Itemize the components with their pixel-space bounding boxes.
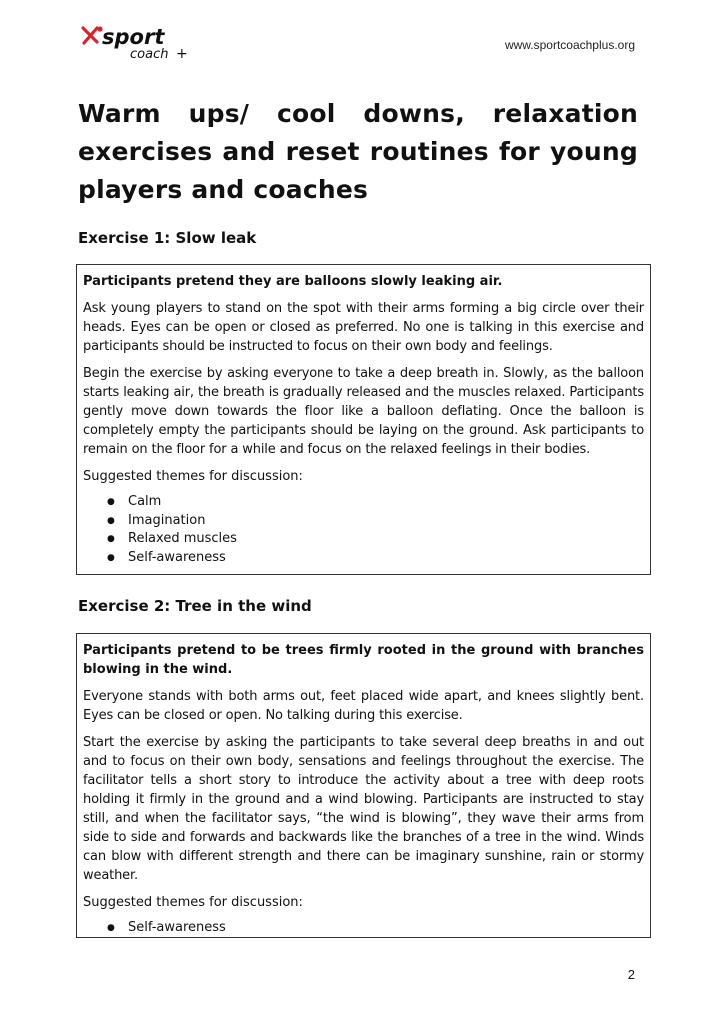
exercise-2-themes-label: Suggested themes for discussion: (83, 895, 303, 910)
list-item: ● Imagination (83, 512, 644, 531)
exercise-1-themes-label: Suggested themes for discussion: (83, 469, 303, 484)
logo-text-sub: coach (130, 47, 169, 62)
list-item: ● Self-awareness (83, 549, 644, 568)
exercise-2-themes-list (83, 919, 644, 938)
logo-plus: + (176, 46, 188, 62)
page-number: 2 (627, 967, 635, 982)
logo-text-main: sport (102, 25, 165, 49)
list-item: ● Relaxed muscles (83, 530, 644, 549)
exercise-1-themes-list (83, 493, 644, 567)
list-item: ● Calm (83, 493, 644, 512)
website-link[interactable]: www.sportcoachplus.org (504, 38, 635, 52)
exercise-1-paragraph-1: Ask young players to stand on the spot with their arms forming a big circle over their heads. Eyes can be open or closed as preferred. No one is talking in this exercise and participants should be instructed to focus on their own body and feelings. (83, 301, 644, 354)
exercise-2-paragraph-1: Everyone stands with both arms out, feet placed wide apart, and knees slightly bent. Eyes can be closed or open. No talking during this exercise. (83, 689, 644, 723)
exercise-2-box (76, 633, 651, 938)
exercise-2-lead: Participants pretend to be trees firmly rooted in the ground with branches blowing in the wind. (83, 643, 644, 677)
exercise-2-heading: Exercise 2: Tree in the wind (78, 597, 312, 615)
list-item: ● Self-awareness (83, 919, 644, 938)
exercise-1-lead: Participants pretend they are balloons slowly leaking air. (83, 274, 503, 289)
running-figure-icon (83, 26, 103, 43)
page-title: Warm ups/ cool downs, relaxation exercises and reset routines for young players and coaches (78, 99, 638, 204)
exercise-1-paragraph-2: Begin the exercise by asking everyone to take a deep breath in. Slowly, as the balloon starts leaking air, the breath is gradually released and the muscles relaxed. Participants gently move down towards the floor like a balloon deflating. Once the balloon is completely empty the participants should be laying on the ground. Ask participants to remain on the floor for a while and focus on the relaxed feelings in their bodies. (83, 366, 644, 457)
exercise-2-paragraph-2: Start the exercise by asking the participants to take several deep breaths in and out and to focus on their own body, sensations and feelings throughout the exercise. The facilitator tells a short story to introduce the activity about a tree with deep roots holding it firmly in the ground and a wind blowing. Participants are instructed to stay still, and when the facilitator says, “the wind is blowing”, they wave their arms from side to side and forwards and backwards like the branches of a tree in the wind. Winds can blow with different strength and there can be imaginary sunshine, rain or stormy weather. (83, 735, 644, 883)
exercise-1-heading: Exercise 1: Slow leak (78, 229, 257, 247)
exercise-1-box (76, 264, 651, 575)
sportcoach-logo (80, 24, 200, 64)
